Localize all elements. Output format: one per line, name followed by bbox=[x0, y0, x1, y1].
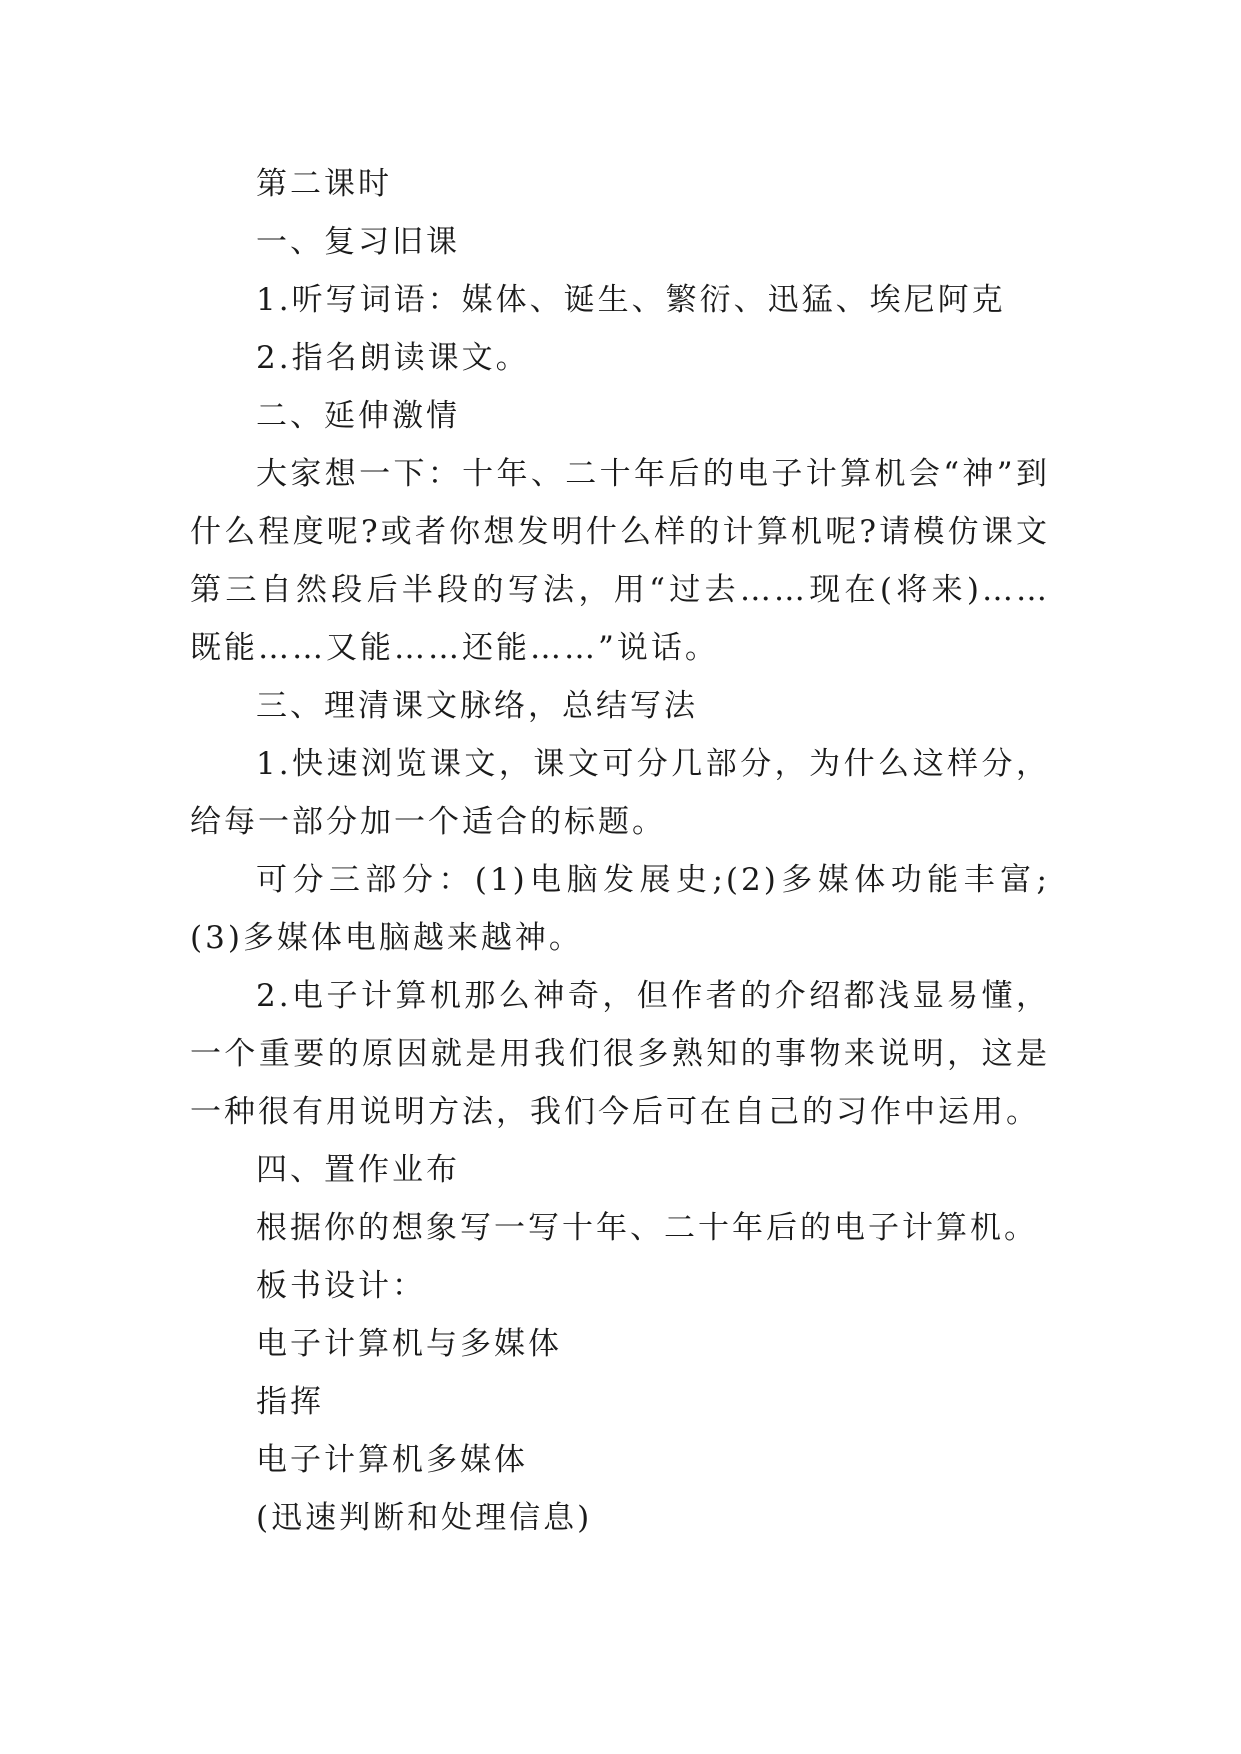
document-body bbox=[190, 155, 1050, 1547]
section-heading-homework: 四、置作业布 bbox=[256, 1152, 460, 1188]
structure-item-method: 2.电子计算机那么神奇，但作者的介绍都浅显易懂，一个重要的原因就是用我们很多熟知的事物来说明，这是一种很有用说明方法，我们今后可在自己的习作中运用。 bbox=[190, 978, 1050, 1130]
homework-text: 根据你的想象写一写十年、二十年后的电子计算机。 bbox=[256, 1210, 1038, 1246]
extend-paragraph: 大家想一下：十年、二十年后的电子计算机会“神”到什么程度呢?或者你想发明什么样的计算机呢?请模仿课文第三自然段后半段的写法，用“过去……现在(将来)……既能……又能……还能……”说话。 bbox=[190, 456, 1050, 666]
board-line-command: 指挥 bbox=[256, 1384, 324, 1420]
review-item-dictation: 1.听写词语：媒体、诞生、繁衍、迅猛、埃尼阿克 bbox=[256, 282, 1006, 318]
review-item-reading: 2.指名朗读课文。 bbox=[256, 340, 530, 376]
board-line-title: 电子计算机与多媒体 bbox=[256, 1326, 562, 1362]
structure-item-browse: 1.快速浏览课文，课文可分几部分，为什么这样分，给每一部分加一个适合的标题。 bbox=[190, 746, 1050, 840]
board-line-computer: 电子计算机多媒体 bbox=[256, 1442, 528, 1478]
board-design-label: 板书设计： bbox=[256, 1268, 426, 1304]
board-line-note: (迅速判断和处理信息) bbox=[256, 1500, 593, 1536]
section-heading-review: 一、复习旧课 bbox=[256, 224, 460, 260]
section-heading-structure: 三、理清课文脉络，总结写法 bbox=[256, 688, 698, 724]
section-heading-extend: 二、延伸激情 bbox=[256, 398, 460, 434]
lesson-title: 第二课时 bbox=[256, 166, 392, 202]
structure-parts: 可分三部分：(1)电脑发展史;(2)多媒体功能丰富;(3)多媒体电脑越来越神。 bbox=[190, 862, 1050, 956]
